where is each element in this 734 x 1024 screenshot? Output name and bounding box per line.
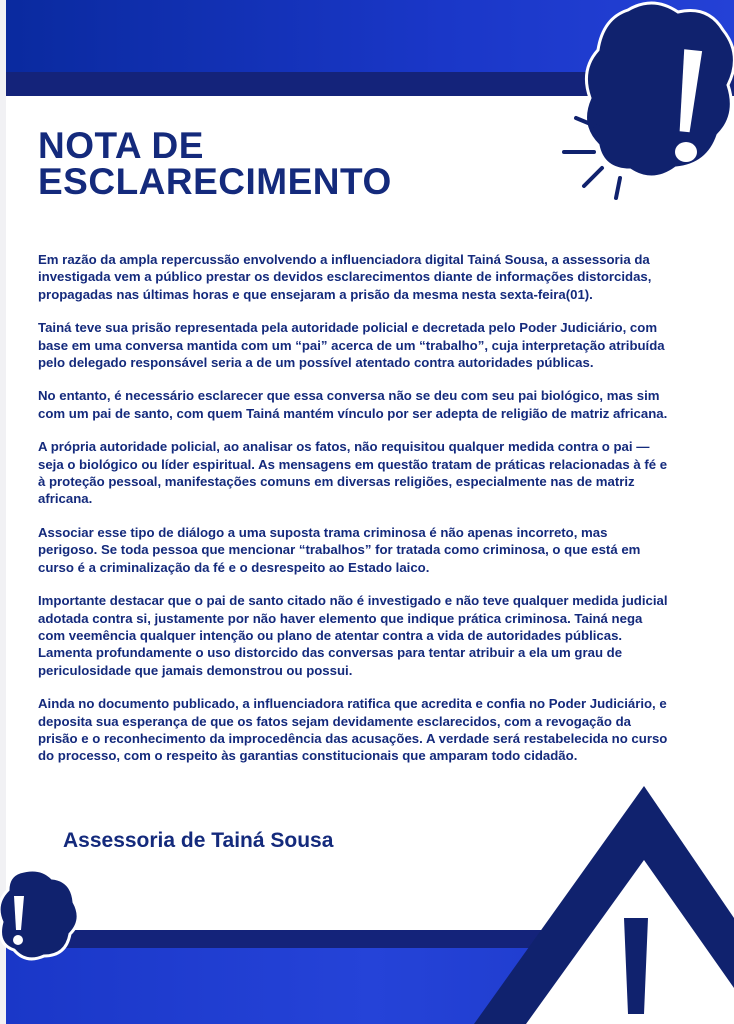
title-line-2: ESCLARECIMENTO [38, 161, 392, 202]
paragraph: Ainda no documento publicado, a influenciadora ratifica que acredita e confia no Poder Judiciário, e deposita sua esperança de que os fatos sejam devidamente esclarecidos, com a revogação da prisão e o reconhecimento da improcedência das acusações. A verdade será restabelecida no curso do processo, com o respeito às garantias constitucionais que amparam todo cidadão. [38, 696, 668, 764]
paragraph: No entanto, é necessário esclarecer que essa conversa não se deu com seu pai biológico, mas sim com um pai de santo, com quem Tainá mantém vínculo por ser adepta de religião de matriz africana. [38, 388, 668, 421]
paragraph: Tainá teve sua prisão representada pela autoridade policial e decretada pelo Poder Judiciário, com base em uma conversa mantida com um “pai” acerca de um “trabalho”, cuja interpretação atribuída pelo delegado responsável seria a de um possível atentado contra autoridades públicas. [38, 320, 665, 371]
alert-badge-icon [558, 0, 734, 205]
title-line-1: NOTA DE [38, 125, 204, 166]
alert-badge-icon [0, 868, 80, 964]
paragraph: Importante destacar que o pai de santo citado não é investigado e não teve qualquer medida judicial adotada contra si, justamente por não haver elemento que indique prática criminosa. Tainá nega com veemência qualquer intenção ou plano de atentar contra a vida de autoridades públicas. Lamenta profundamente o uso distorcido das conversas para tentar atribuir a ela um grau de periculosidade que jamais demonstrou ou possui. [38, 593, 668, 678]
statement-body [38, 251, 670, 781]
paragraph: Associar esse tipo de diálogo a uma suposta trama criminosa é não apenas incorreto, mas perigoso. Se toda pessoa que mencionar “trabalhos” for tratada como criminosa, o que está em curso é a criminalização da fé e o desrespeito ao Estado laico. [38, 524, 641, 575]
page-title [38, 125, 392, 202]
warning-triangle-icon [464, 778, 734, 1024]
signature: Assessoria de Tainá Sousa [63, 829, 334, 852]
paragraph: A própria autoridade policial, ao analisar os fatos, não requisitou qualquer medida contra o pai — seja o biológico ou líder espiritual. As mensagens em questão tratam de práticas relacionadas à fé e à proteção pessoal, manifestações comuns em diversas religiões, especialmente nas de matriz africana. [38, 439, 668, 507]
paragraph: Em razão da ampla repercussão envolvendo a influenciadora digital Tainá Sousa, a assessoria da investigada vem a público prestar os devidos esclarecimentos diante de informações distorcidas, propagadas nas últimas horas e que ensejaram a prisão da mesma nesta sexta-feira(01). [38, 252, 652, 302]
